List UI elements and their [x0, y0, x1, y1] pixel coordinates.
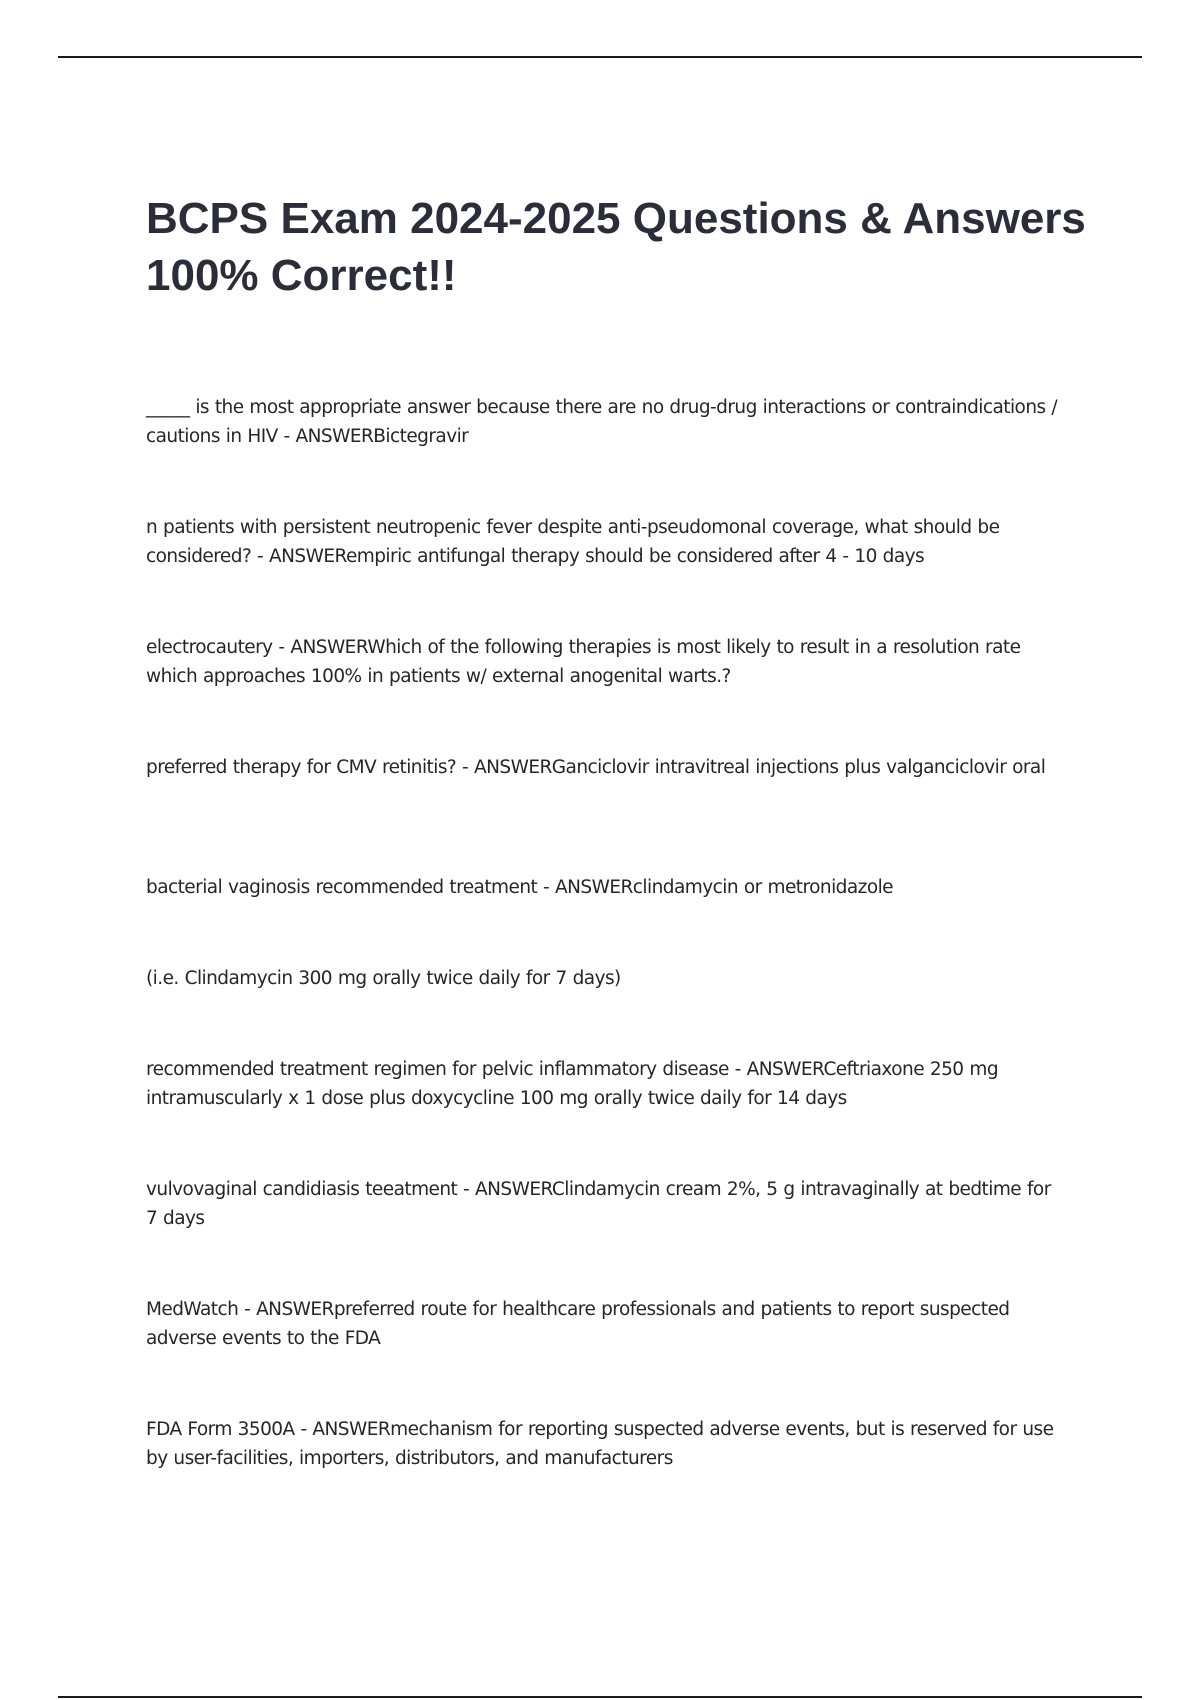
qa-entry: MedWatch - ANSWERpreferred route for healthcare professionals and patients to report suspected adverse events to the FDA [146, 1299, 1010, 1349]
qa-entry: n patients with persistent neutropenic fever despite anti-pseudomonal coverage, what should be considered? - ANSWERempiric antifungal therapy should be considered after 4 - 10 days [146, 517, 1000, 567]
qa-entry: preferred therapy for CMV retinitis? - ANSWERGanciclovir intravitreal injections plus valganciclovir oral [146, 757, 1046, 778]
qa-entry: bacterial vaginosis recommended treatment - ANSWERclindamycin or metronidazole [146, 877, 894, 898]
qa-entry: _____ is the most appropriate answer because there are no drug-drug interactions or contraindications / cautions in HIV - ANSWERBictegravir [146, 397, 1058, 447]
qa-list [146, 393, 1066, 1535]
document-title: BCPS Exam 2024-2025 Questions & Answers 100% Correct!! [146, 194, 1086, 300]
qa-entry: vulvovaginal candidiasis teeatment - ANSWERClindamycin cream 2%, 5 g intravaginally at bedtime for 7 days [146, 1179, 1051, 1229]
qa-entry: FDA Form 3500A - ANSWERmechanism for reporting suspected adverse events, but is reserved for use by user-facilities, importers, distributors, and manufacturers [146, 1419, 1054, 1469]
qa-entry: electrocautery - ANSWERWhich of the following therapies is most likely to result in a resolution rate which approaches 100% in patients w/ external anogenital warts.? [146, 637, 1021, 687]
qa-entry: (i.e. Clindamycin 300 mg orally twice daily for 7 days) [146, 968, 621, 989]
qa-entry: recommended treatment regimen for pelvic inflammatory disease - ANSWERCeftriaxone 250 mg intramuscularly x 1 dose plus doxycycline 100 mg orally twice daily for 14 days [146, 1059, 999, 1109]
header-rule [58, 56, 1142, 58]
footer-rule [58, 1696, 1142, 1698]
